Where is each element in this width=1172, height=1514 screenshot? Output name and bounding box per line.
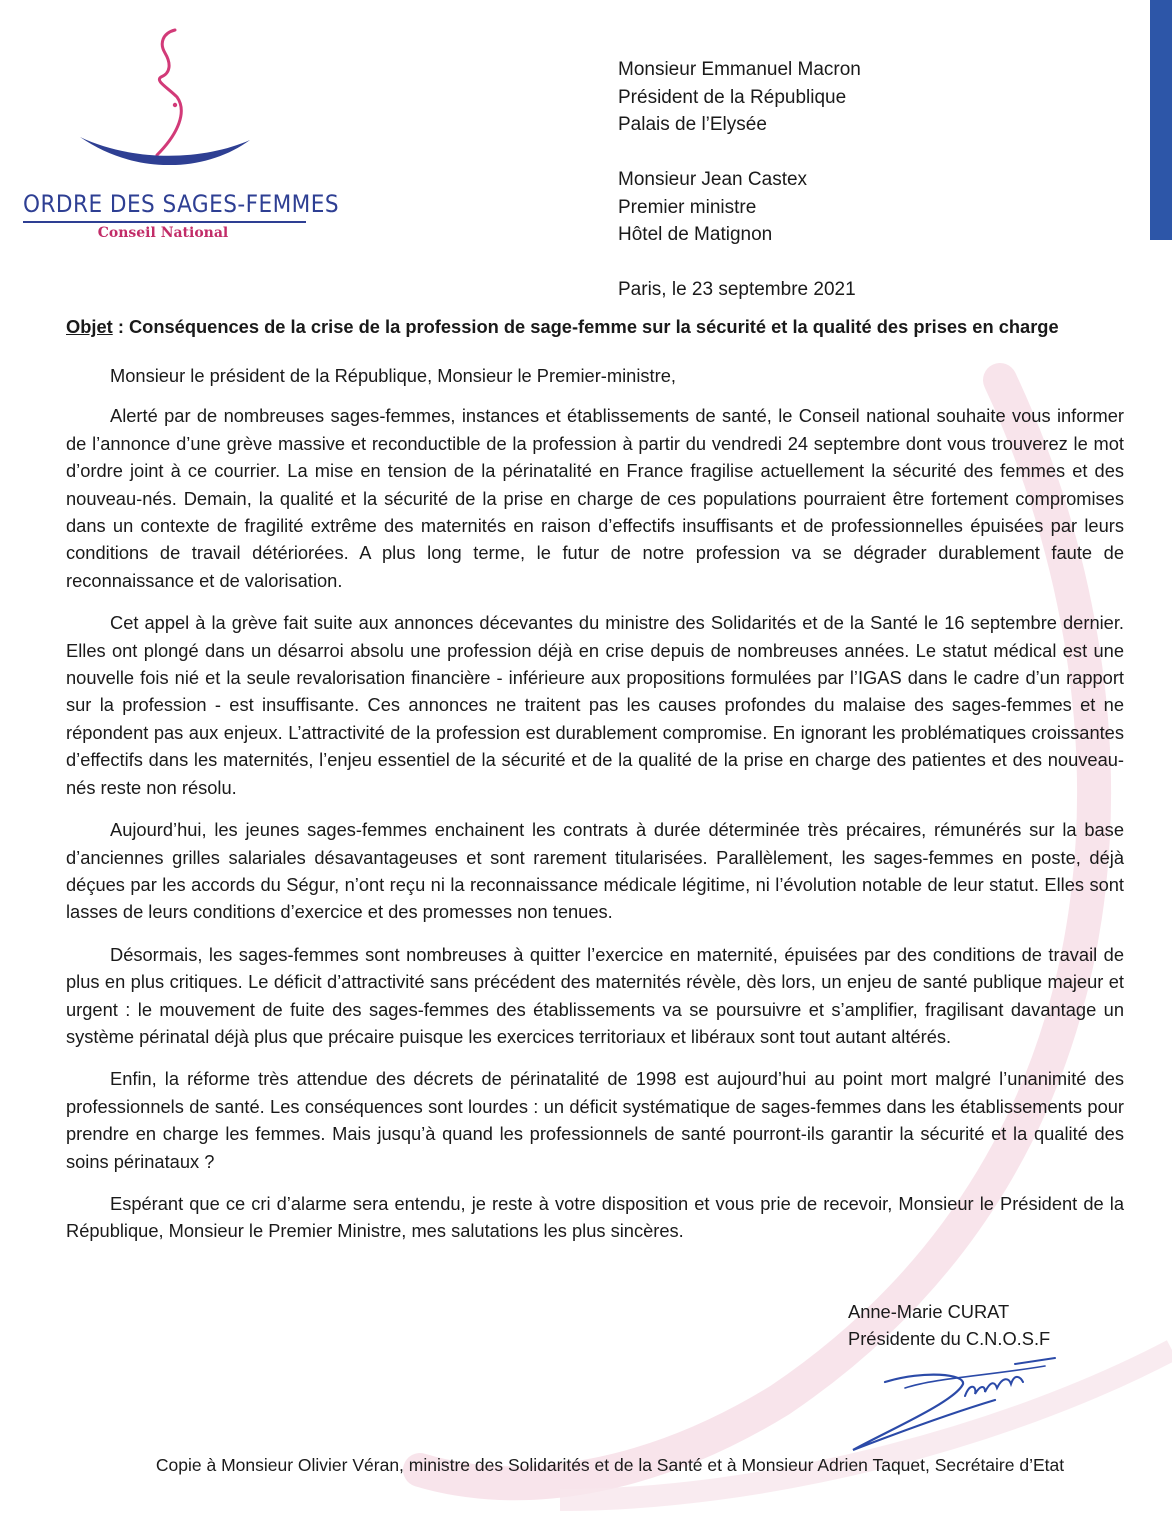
body-paragraph: Alerté par de nombreuses sages-femmes, instances et établissements de santé, le Conseil national souhaite vous informer de l’annonce d’une grève massive et reconductible de la profession à partir du vendredi 24 septembre dont vous trouverez le mot d’ordre joint à ce courrier. La mise en tension de la périnatalité en France fragilise actuellement la sécurité des femmes et des nouveau-nés. Demain, la qualité et la sécurité de la prise en charge de ces populations pourraient être fortement compromises dans un contexte de fragilité extrême des maternités en raison d’effectifs insuffisants et de professionnelles épuisées par leurs conditions de travail détériorées. A plus long terme, le futur de notre profession va se dégrader durablement faute de reconnaissance et de valorisation. (66, 405, 1124, 591)
recipient-block-1 (618, 56, 861, 139)
body-paragraph: Désormais, les sages-femmes sont nombreuses à quitter l’exercice en maternité, épuisées par des conditions de travail de plus en plus critiques. Le déficit d’attractivité sans précédent des maternités révèle, dès lors, un enjeu de santé publique majeur et urgent : le mouvement de fuite des sages-femmes des établissements va se poursuivre et s’amplifier, fragilisant davantage un système périnatal déjà plus que précaire puisque les exercices territoriaux et libéraux sont tout autant altérés. (66, 943, 1124, 1047)
body-paragraph: Espérant que ce cri d’alarme sera entendu, je reste à votre disposition et vous prie de recevoir, Monsieur le Président de la République, Monsieur le Premier Ministre, mes salutations les plus sincères. (66, 1192, 1124, 1242)
letter-body (66, 362, 1124, 1260)
body-paragraph: Enfin, la réforme très attendue des décrets de périnatalité de 1998 est aujourd’hui au point mort malgré l’unanimité des professionnels de santé. Les conséquences sont lourdes : un déficit systématique de sages-femmes dans les établissements pour prendre en charge les femmes. Mais jusqu’à quand les professionnels de santé pourront-ils garantir la sécurité et la qualité des soins périnataux ? (66, 1068, 1124, 1172)
handwritten-signature (845, 1352, 1065, 1457)
recipient-line: Président de la République (618, 86, 847, 108)
body-paragraph: Aujourd’hui, les jeunes sages-femmes enchainent les contrats à durée déterminée très précaires, rémunérés sur la base d’anciennes grilles salariales désavantageuses et sont rarement titularisées. Parallèlement, les sages-femmes en poste, déjà déçues par les accords du Ségur, n’ont reçu ni la reconnaissance médicale légitime, ni l’évolution notable de leur statut. Elles sont lasses de leurs conditions d’exercice et des promesses non tenues. (66, 819, 1124, 923)
recipient-line: Palais de l’Elysée (618, 114, 767, 135)
subject-text: : Conséquences de la crise de la profession de sage-femme sur la sécurité et la qualité des prises en charge (112, 316, 1059, 337)
date-line: Paris, le 23 septembre 2021 (618, 279, 856, 300)
body-paragraph: Cet appel à la grève fait suite aux annonces décevantes du ministre des Solidarités et de la Santé le 16 septembre dernier. Elles ont plongé dans un désarroi absolu une profession déjà en crise depuis de nombreuses années. Le statut médical est une nouvelle fois nié et la seule revalorisation financière - inférieure aux propositions formulées par l’IGAS dans le cadre d’un rapport sur la profession - est insuffisante. Ces annonces ne traitent pas les causes profondes du malaise des sages-femmes et ne répondent pas aux enjeux. L’attractivité de la profession est durablement compromise. En ignorant les problématiques croissantes d’effectifs dans les maternités, l’enjeu essentiel de la sécurité et de la qualité de la prise en charge des patientes et des nouveau-nés reste non résolu. (66, 612, 1124, 798)
logo-emblem-icon (75, 25, 275, 165)
recipient-line: Monsieur Emmanuel Macron (618, 59, 861, 80)
logo-subtitle: Conseil National (97, 225, 229, 241)
recipient-line: Monsieur Jean Castex (618, 169, 808, 190)
subject-label: Objet (66, 316, 113, 337)
recipient-line: Premier ministre (618, 196, 757, 218)
side-accent-bar (1150, 0, 1172, 240)
logo (20, 25, 340, 255)
signature-block (848, 1298, 1050, 1352)
recipient-line: Hôtel de Matignon (618, 224, 773, 245)
recipient-block-2 (618, 166, 807, 249)
signatory-name: Anne-Marie CURAT (848, 1301, 1010, 1322)
subject-line (66, 316, 1136, 338)
logo-divider (23, 221, 306, 223)
logo-title: ORDRE DES SAGES-FEMMES (23, 190, 340, 218)
copy-line: Copie à Monsieur Olivier Véran, ministre des Solidarités et de la Santé et à Monsieur Adrien Taquet, Secrétaire d’Etat (155, 1455, 1065, 1475)
signatory-title: Présidente du C.N.O.S.F (848, 1328, 1051, 1349)
salutation: Monsieur le président de la République, Monsieur le Premier-ministre, (110, 365, 676, 386)
